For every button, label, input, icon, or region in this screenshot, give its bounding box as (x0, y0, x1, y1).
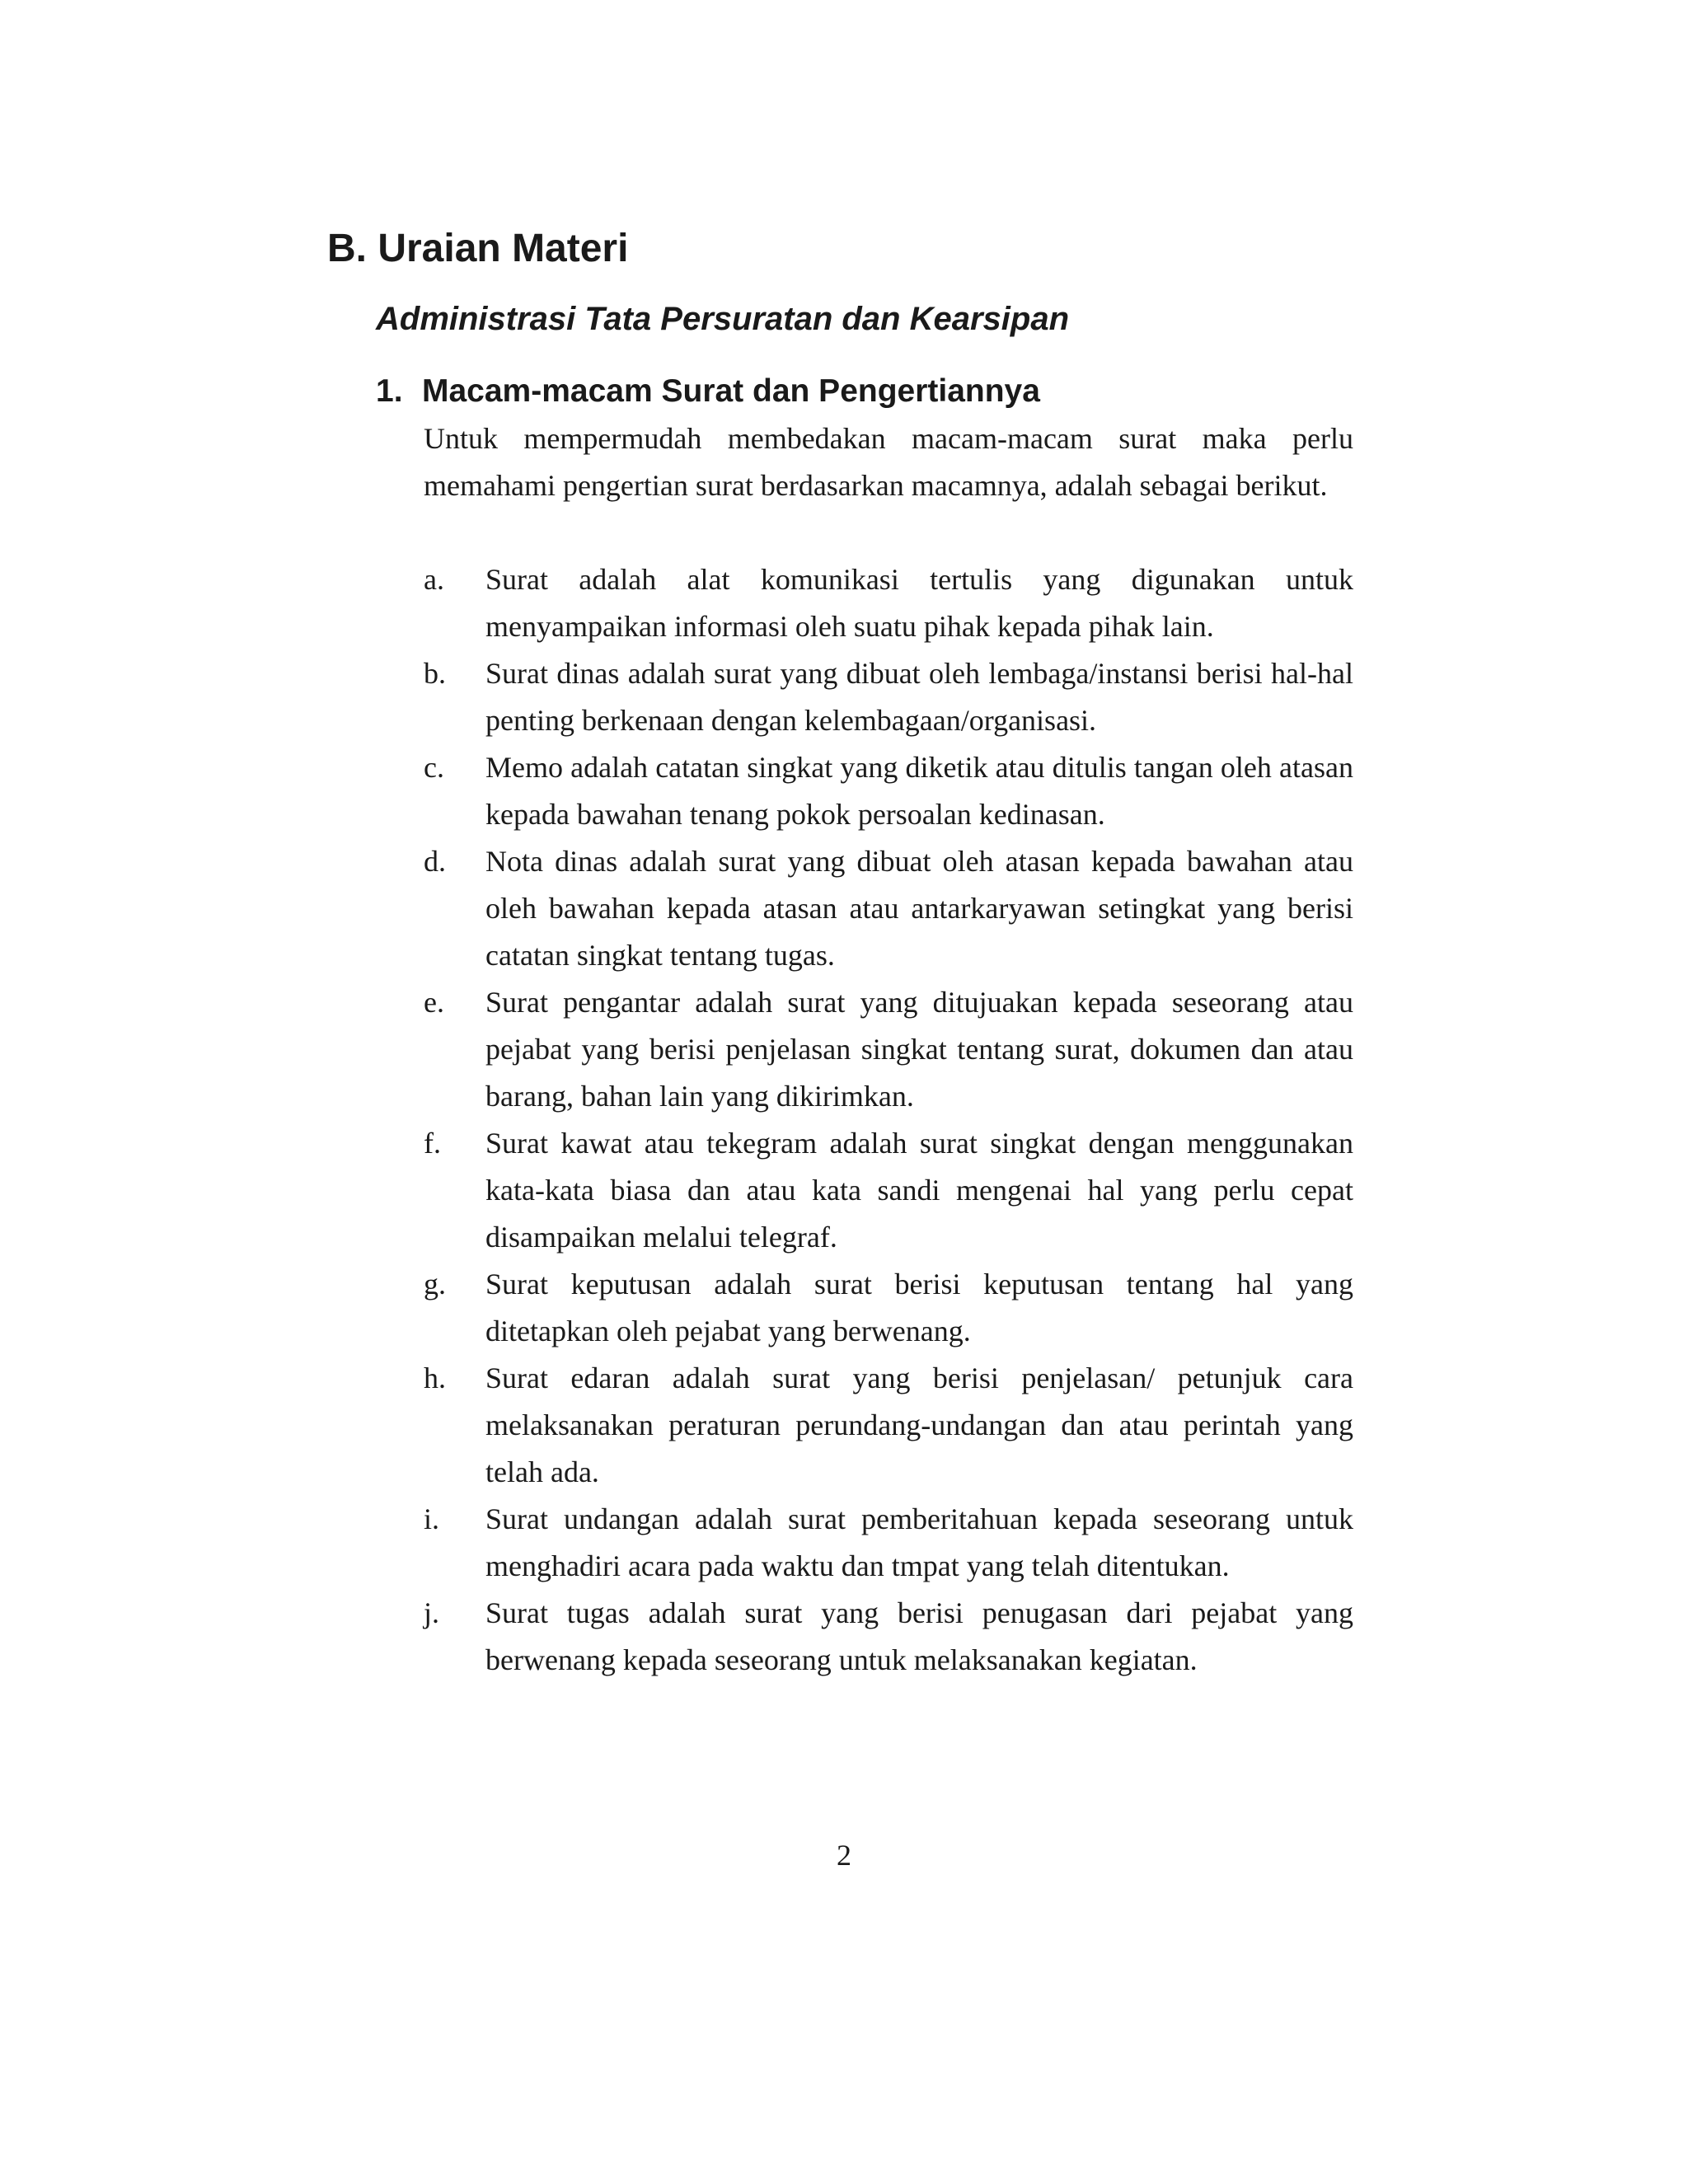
list-item-text: Surat tugas adalah surat yang berisi penugasan dari pejabat yang berwenang kepada seseorang untuk melaksanakan kegiatan. (485, 1596, 1353, 1676)
list-marker: b. (424, 657, 446, 690)
list-marker: j. (424, 1596, 440, 1629)
list-item (424, 744, 1353, 838)
subtitle: Administrasi Tata Persuratan dan Kearsipan (376, 301, 1070, 337)
list-item-text: Surat undangan adalah surat pemberitahuan kepada seseorang untuk menghadiri acara pada waktu dan tmpat yang telah ditentukan. (485, 1502, 1353, 1582)
list-marker: a. (424, 563, 444, 596)
list-item (424, 838, 1353, 979)
subsection-heading (376, 371, 1040, 412)
definition-list (424, 556, 1353, 1684)
list-item (424, 1590, 1353, 1684)
list-item-text: Nota dinas adalah surat yang dibuat oleh atasan kepada bawahan atau oleh bawahan kepada atasan atau antarkaryawan setingkat yang berisi catatan singkat tentang tugas. (485, 845, 1353, 972)
page-number: 2 (837, 1839, 851, 1872)
list-item-text: Surat pengantar adalah surat yang ditujuakan kepada seseorang atau pejabat yang berisi penjelasan singkat tentang surat, dokumen dan atau barang, bahan lain yang dikirimkan. (485, 986, 1353, 1113)
list-item (424, 1261, 1353, 1355)
subsection-number: 1. (376, 373, 403, 409)
list-marker: f. (424, 1127, 441, 1160)
list-item (424, 1355, 1353, 1496)
list-item-text: Memo adalah catatan singkat yang diketik atau ditulis tangan oleh atasan kepada bawahan tenang pokok persoalan kedinasan. (485, 751, 1353, 831)
list-item (424, 1496, 1353, 1590)
list-item (424, 979, 1353, 1120)
subsection-title: Macam-macam Surat dan Pengertiannya (422, 373, 1040, 409)
list-item-text: Surat kawat atau tekegram adalah surat singkat dengan menggunakan kata-kata biasa dan atau kata sandi mengenai hal yang perlu cepat disampaikan melalui telegraf. (485, 1127, 1353, 1254)
list-item-text: Surat adalah alat komunikasi tertulis yang digunakan untuk menyampaikan informasi oleh suatu pihak kepada pihak lain. (485, 563, 1353, 643)
list-marker: d. (424, 845, 446, 878)
list-marker: g. (424, 1268, 446, 1301)
list-item-text: Surat dinas adalah surat yang dibuat oleh lembaga/instansi berisi hal-hal penting berkenaan dengan kelembagaan/organisasi. (485, 657, 1353, 737)
list-marker: c. (424, 751, 444, 784)
list-item (424, 556, 1353, 650)
section-heading: B. Uraian Materi (327, 227, 629, 270)
intro-paragraph: Untuk mempermudah membedakan macam-macam surat maka perlu memahami pengertian surat berdasarkan macamnya, adalah sebagai berikut. (424, 422, 1353, 502)
list-marker: i. (424, 1502, 440, 1535)
list-item-text: Surat keputusan adalah surat berisi keputusan tentang hal yang ditetapkan oleh pejabat yang berwenang. (485, 1268, 1353, 1347)
list-marker: e. (424, 986, 444, 1019)
list-item (424, 650, 1353, 744)
list-marker: h. (424, 1361, 446, 1394)
list-item-text: Surat edaran adalah surat yang berisi penjelasan/ petunjuk cara melaksanakan peraturan perundang-undangan dan atau perintah yang telah ada. (485, 1361, 1353, 1488)
list-item (424, 1120, 1353, 1261)
